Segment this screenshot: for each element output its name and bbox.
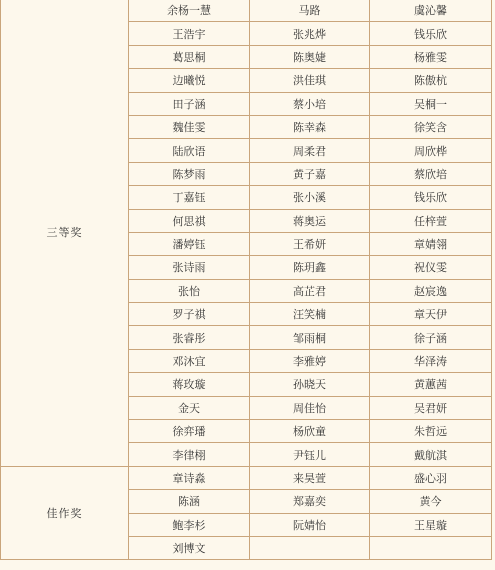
student-name-cell <box>370 536 492 559</box>
student-name-cell: 陈梦雨 <box>129 162 250 185</box>
student-name-cell: 吴君妍 <box>370 396 492 419</box>
award-table-body <box>1 0 492 560</box>
student-name-cell: 任梓萱 <box>370 209 492 232</box>
student-name-cell: 黄蕙茜 <box>370 373 492 396</box>
student-name-cell: 李律栩 <box>129 443 250 466</box>
student-name-cell: 徐子涵 <box>370 326 492 349</box>
student-name-cell: 蔡小培 <box>250 92 370 115</box>
student-name-cell: 金天 <box>129 396 250 419</box>
student-name-cell: 张诗雨 <box>129 256 250 279</box>
student-name-cell: 周欣桦 <box>370 139 492 162</box>
student-name-cell: 马路 <box>250 0 370 22</box>
student-name-cell: 盛心羽 <box>370 466 492 489</box>
student-name-cell: 章婧翎 <box>370 232 492 255</box>
student-name-cell: 朱哲远 <box>370 420 492 443</box>
student-name-cell: 洪佳琪 <box>250 69 370 92</box>
student-name-cell: 王星璇 <box>370 513 492 536</box>
student-name-cell: 王浩宇 <box>129 22 250 45</box>
student-name-cell: 邹雨桐 <box>250 326 370 349</box>
student-name-cell: 陈涵 <box>129 490 250 513</box>
student-name-cell: 黄今 <box>370 490 492 513</box>
student-name-cell: 田子涵 <box>129 92 250 115</box>
student-name-cell: 陈玥鑫 <box>250 256 370 279</box>
student-name-cell: 钱乐欣 <box>370 22 492 45</box>
student-name-cell: 徐弈璠 <box>129 420 250 443</box>
student-name-cell: 钱乐欣 <box>370 186 492 209</box>
table-row <box>1 466 492 489</box>
student-name-cell: 孙晓天 <box>250 373 370 396</box>
student-name-cell: 邓沐宜 <box>129 349 250 372</box>
student-name-cell: 陆欣语 <box>129 139 250 162</box>
student-name-cell: 边曦悦 <box>129 69 250 92</box>
student-name-cell: 周佳怡 <box>250 396 370 419</box>
student-name-cell: 杨欣童 <box>250 420 370 443</box>
student-name-cell: 何思祺 <box>129 209 250 232</box>
student-name-cell: 张怡 <box>129 279 250 302</box>
student-name-cell: 赵宸逸 <box>370 279 492 302</box>
student-name-cell: 葛思桐 <box>129 45 250 68</box>
student-name-cell: 张兆烨 <box>250 22 370 45</box>
student-name-cell: 高芷君 <box>250 279 370 302</box>
student-name-cell: 丁嘉钰 <box>129 186 250 209</box>
student-name-cell: 陈傲杭 <box>370 69 492 92</box>
student-name-cell: 来昊萱 <box>250 466 370 489</box>
student-name-cell: 罗子祺 <box>129 303 250 326</box>
student-name-cell: 蒋玫璇 <box>129 373 250 396</box>
award-category-label: 佳作奖 <box>1 466 129 560</box>
student-name-cell: 阮婧怡 <box>250 513 370 536</box>
award-category-label: 三等奖 <box>1 0 129 466</box>
student-name-cell: 陈奥婕 <box>250 45 370 68</box>
student-name-cell: 余杨一慧 <box>129 0 250 22</box>
student-name-cell: 华泽涛 <box>370 349 492 372</box>
student-name-cell: 戴航淇 <box>370 443 492 466</box>
student-name-cell: 虞沁馨 <box>370 0 492 22</box>
student-name-cell: 张小溪 <box>250 186 370 209</box>
student-name-cell: 鲍李杉 <box>129 513 250 536</box>
student-name-cell: 郑嘉奕 <box>250 490 370 513</box>
student-name-cell: 杨雅雯 <box>370 45 492 68</box>
student-name-cell: 周柔君 <box>250 139 370 162</box>
student-name-cell: 章诗淼 <box>129 466 250 489</box>
student-name-cell: 陈幸森 <box>250 115 370 138</box>
student-name-cell: 汪笑楠 <box>250 303 370 326</box>
student-name-cell: 李雅婷 <box>250 349 370 372</box>
student-name-cell: 吴桐一 <box>370 92 492 115</box>
student-name-cell: 刘博文 <box>129 536 250 559</box>
student-name-cell: 黄子嘉 <box>250 162 370 185</box>
student-name-cell: 魏佳雯 <box>129 115 250 138</box>
student-name-cell <box>250 536 370 559</box>
student-name-cell: 王希妍 <box>250 232 370 255</box>
student-name-cell: 祝仪雯 <box>370 256 492 279</box>
student-name-cell: 蒋奥运 <box>250 209 370 232</box>
student-name-cell: 潘婷钰 <box>129 232 250 255</box>
student-name-cell: 徐笑含 <box>370 115 492 138</box>
student-name-cell: 蔡欣培 <box>370 162 492 185</box>
student-name-cell: 章天伊 <box>370 303 492 326</box>
student-name-cell: 张睿彤 <box>129 326 250 349</box>
table-row <box>1 0 492 22</box>
student-name-cell: 尹钰儿 <box>250 443 370 466</box>
